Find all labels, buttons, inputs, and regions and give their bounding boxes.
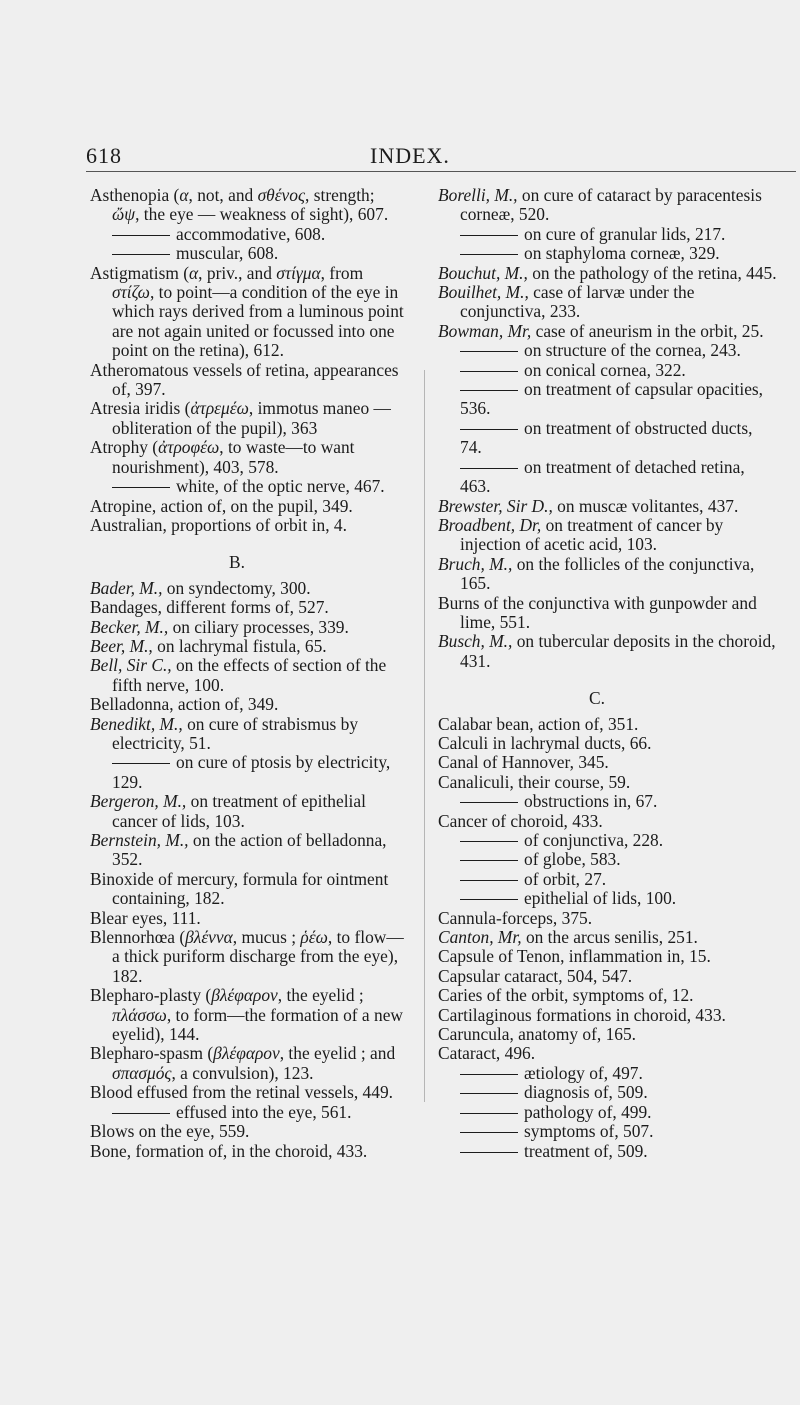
greek-term: ἀτροφέω xyxy=(158,437,220,458)
repeat-dash xyxy=(460,899,518,900)
entry-text: Canal of Hannover, 345. xyxy=(438,752,609,773)
index-entry xyxy=(90,1122,406,1141)
subentry-text: diagnosis of, 509. xyxy=(524,1082,648,1103)
greek-term: α xyxy=(189,262,199,283)
entry-text: Capsule of Tenon, inflammation in, 15. xyxy=(438,946,711,967)
index-subentry xyxy=(438,889,778,908)
index-entry xyxy=(438,753,778,772)
index-entry xyxy=(438,734,778,753)
entry-text: Bandages, different forms of, 527. xyxy=(90,597,329,618)
entry-text: on treatment of epithelial cancer of lids, 103. xyxy=(112,791,366,831)
entry-text: Canaliculi, their course, 59. xyxy=(438,771,631,792)
index-entry xyxy=(438,947,778,966)
entry-text: Asthenopia ( xyxy=(90,185,180,205)
entry-author: Busch, M., xyxy=(438,631,513,652)
index-subentry xyxy=(90,225,406,244)
subentry-text: symptoms of, 507. xyxy=(524,1121,654,1142)
entry-text: Cannula-forceps, 375. xyxy=(438,907,593,928)
entry-author: Beer, M., xyxy=(90,635,153,656)
entry-text: , from xyxy=(320,262,364,283)
entry-text: Caries of the orbit, symptoms of, 12. xyxy=(438,985,694,1006)
subentry-text: obstructions in, 67. xyxy=(524,791,658,812)
subentry-text: of globe, 583. xyxy=(524,849,621,870)
greek-term: στίγμα xyxy=(276,262,321,283)
index-entry xyxy=(90,361,406,400)
section-letter: B. xyxy=(229,552,245,573)
index-subentry xyxy=(90,1103,406,1122)
index-subentry xyxy=(438,831,778,850)
repeat-dash xyxy=(112,254,170,255)
entry-author: Canton, Mr, xyxy=(438,927,522,948)
index-entry xyxy=(90,264,406,361)
page-number: 618 xyxy=(86,143,122,168)
subentry-text: on cure of granular lids, 217. xyxy=(524,223,726,244)
greek-term: α xyxy=(179,185,189,205)
entry-text: Atresia iridis ( xyxy=(90,398,191,419)
subentry-text: white, of the optic nerve, 467. xyxy=(176,476,385,497)
index-subentry xyxy=(90,244,406,263)
entry-text: Cataract, 496. xyxy=(438,1043,536,1064)
entry-text: , not, and xyxy=(188,185,258,205)
entry-text: , immotus maneo —obliteration of the pupil), 363 xyxy=(112,398,391,438)
repeat-dash xyxy=(460,802,518,803)
entry-author: Bell, Sir C., xyxy=(90,655,172,676)
index-entry xyxy=(438,1025,778,1044)
greek-term: ὤψ xyxy=(112,204,136,225)
repeat-dash xyxy=(460,429,518,430)
index-entry xyxy=(90,1044,406,1083)
index-entry xyxy=(438,1044,778,1063)
repeat-dash xyxy=(460,235,518,236)
entry-text: , the eyelid ; xyxy=(277,985,364,1006)
subentry-text: on treatment of capsular opacities, 536. xyxy=(460,379,764,419)
left-column xyxy=(90,186,406,1161)
repeat-dash xyxy=(460,1113,518,1114)
entry-text: , to form—the formation of a new eyelid), 144. xyxy=(112,1004,403,1045)
entry-text: , strength; xyxy=(305,185,375,205)
repeat-dash xyxy=(460,1152,518,1153)
entry-text: on the follicles of the conjunctiva, 165. xyxy=(460,553,755,594)
greek-term: βλέφαρον xyxy=(213,1043,280,1064)
greek-term: ἀτρεμέω xyxy=(190,398,249,419)
subentry-text: epithelial of lids, 100. xyxy=(524,888,677,909)
entry-author: Brewster, Sir D., xyxy=(438,495,553,516)
entry-text: case of larvæ under the conjunctiva, 233. xyxy=(460,282,695,322)
entry-text: , priv., and xyxy=(198,262,277,283)
greek-term: ῥέω xyxy=(300,927,328,948)
index-subentry xyxy=(438,1083,778,1102)
entry-text: Calculi in lachrymal ducts, 66. xyxy=(438,732,652,753)
index-entry xyxy=(90,695,406,714)
entry-author: Bernstein, M., xyxy=(90,830,189,850)
entry-text: Cancer of choroid, 433. xyxy=(438,810,603,831)
greek-term: στίζω xyxy=(112,282,150,303)
subentry-text: pathology of, 499. xyxy=(524,1101,652,1122)
entry-text: Atropine, action of, on the pupil, 349. xyxy=(90,495,353,516)
subentry-text: on treatment of obstructed ducts, 74. xyxy=(460,417,753,458)
right-column xyxy=(438,186,778,1161)
greek-term: σθένος xyxy=(257,185,306,205)
index-entry xyxy=(90,909,406,928)
repeat-dash xyxy=(460,1093,518,1094)
repeat-dash xyxy=(112,763,170,764)
subentry-text: on structure of the cornea, 243. xyxy=(524,340,741,361)
index-entry xyxy=(90,598,406,617)
repeat-dash xyxy=(460,351,518,352)
entry-text: on muscæ volitantes, 437. xyxy=(552,495,739,516)
index-entry xyxy=(90,1083,406,1102)
entry-text: on ciliary processes, 339. xyxy=(168,616,349,637)
index-subentry xyxy=(438,1142,778,1161)
index-subentry xyxy=(438,1064,778,1083)
entry-text: , the eye — weakness of sight), 607. xyxy=(135,204,389,225)
section-letter: C. xyxy=(589,688,605,709)
entry-text: Blennorhœa ( xyxy=(90,927,186,948)
entry-text: on syndectomy, 300. xyxy=(162,577,311,598)
subentry-text: accommodative, 608. xyxy=(176,223,326,244)
greek-term: πλάσσω xyxy=(112,1004,167,1025)
entry-author: Bowman, Mr, xyxy=(438,320,532,341)
entry-text: Australian, proportions of orbit in, 4. xyxy=(90,514,347,535)
entry-author: Bergeron, M., xyxy=(90,791,187,812)
entry-text: , the eyelid ; and xyxy=(279,1043,396,1064)
repeat-dash xyxy=(460,468,518,469)
entry-text: Atrophy ( xyxy=(90,437,159,458)
entry-author: Bouchut, M., xyxy=(438,262,528,283)
index-subentry xyxy=(438,380,778,419)
index-entry xyxy=(90,928,406,986)
index-subentry xyxy=(438,792,778,811)
index-entry xyxy=(90,831,406,870)
entry-author: Borelli, M., xyxy=(438,185,518,205)
index-entry xyxy=(438,322,778,341)
subentry-text: on conical cornea, 322. xyxy=(524,359,686,380)
index-entry xyxy=(438,555,778,594)
entry-text: on the action of belladonna, 352. xyxy=(112,830,387,870)
repeat-dash xyxy=(460,1074,518,1075)
subentry-text: on staphyloma corneæ, 329. xyxy=(524,243,720,264)
entry-text: on cure of strabismus by electricity, 51. xyxy=(112,713,359,753)
index-subentry xyxy=(438,341,778,360)
index-entry xyxy=(438,283,778,322)
index-subentry xyxy=(438,419,778,458)
index-entry xyxy=(90,637,406,656)
entry-author: Bader, M., xyxy=(90,577,163,598)
column-divider xyxy=(424,370,425,1102)
entry-text: , mucus ; xyxy=(232,927,301,948)
index-entry xyxy=(90,715,406,754)
subentry-text: ætiology of, 497. xyxy=(524,1062,643,1083)
index-entry xyxy=(438,632,778,671)
entry-author: Becker, M., xyxy=(90,616,169,637)
index-entry xyxy=(438,516,778,555)
index-entry xyxy=(90,656,406,695)
index-entry xyxy=(90,618,406,637)
index-entry xyxy=(90,186,406,225)
entry-text: case of aneurism in the orbit, 25. xyxy=(531,320,764,341)
index-subentry xyxy=(438,225,778,244)
index-entry xyxy=(90,497,406,516)
repeat-dash xyxy=(112,1113,170,1114)
index-subentry xyxy=(438,244,778,263)
entry-text: , a convulsion), 123. xyxy=(171,1062,314,1083)
subentry-text: of orbit, 27. xyxy=(524,868,607,889)
subentry-text: treatment of, 509. xyxy=(524,1140,648,1161)
entry-text: on the arcus senilis, 251. xyxy=(521,927,698,948)
subentry-text: of conjunctiva, 228. xyxy=(524,830,664,850)
page-title: INDEX. xyxy=(370,143,450,168)
index-entry xyxy=(438,812,778,831)
index-entry xyxy=(90,870,406,909)
entry-text: on treatment of cancer by injection of acetic acid, 103. xyxy=(460,514,724,555)
index-entry xyxy=(438,594,778,633)
index-entry xyxy=(438,967,778,986)
index-entry xyxy=(90,792,406,831)
index-entry xyxy=(438,909,778,928)
repeat-dash xyxy=(460,254,518,255)
subentry-text: on cure of ptosis by electricity, 129. xyxy=(112,752,391,792)
subentry-text: muscular, 608. xyxy=(176,243,279,264)
repeat-dash xyxy=(460,880,518,881)
index-entry xyxy=(438,264,778,283)
entry-text: , to waste—to want nourishment), 403, 578. xyxy=(112,437,355,477)
index-subentry xyxy=(90,753,406,792)
entry-text: Blear eyes, 111. xyxy=(90,907,201,928)
entry-text: Blood effused from the retinal vessels, 449. xyxy=(90,1082,393,1103)
entry-text: Blepharo-spasm ( xyxy=(90,1043,214,1064)
repeat-dash xyxy=(460,860,518,861)
header-rule xyxy=(86,171,796,172)
index-entry xyxy=(438,773,778,792)
index-subentry xyxy=(90,477,406,496)
repeat-dash xyxy=(460,841,518,842)
entry-author: Bruch, M., xyxy=(438,553,513,574)
entry-text: Atheromatous vessels of retina, appearances of, 397. xyxy=(90,359,399,400)
index-subentry xyxy=(438,850,778,869)
index-subentry xyxy=(438,1122,778,1141)
greek-term: βλέννα xyxy=(185,927,233,948)
index-entry xyxy=(90,1142,406,1161)
repeat-dash xyxy=(112,235,170,236)
subentry-text: on treatment of detached retina, 463. xyxy=(460,456,745,497)
entry-text: on the effects of section of the fifth nerve, 100. xyxy=(112,655,387,695)
entry-text: Astigmatism ( xyxy=(90,262,190,283)
index-entry xyxy=(438,186,778,225)
index-subentry xyxy=(438,361,778,380)
entry-text: Bone, formation of, in the choroid, 433. xyxy=(90,1140,368,1161)
repeat-dash xyxy=(112,487,170,488)
entry-author: Bouilhet, M., xyxy=(438,282,529,303)
repeat-dash xyxy=(460,371,518,372)
entry-text: Blepharo-plasty ( xyxy=(90,985,212,1006)
entry-text: Calabar bean, action of, 351. xyxy=(438,713,639,734)
subentry-text: effused into the eye, 561. xyxy=(176,1101,352,1122)
entry-text: Capsular cataract, 504, 547. xyxy=(438,965,633,986)
index-entry xyxy=(90,986,406,1044)
index-subentry xyxy=(438,458,778,497)
index-entry xyxy=(90,399,406,438)
index-entry xyxy=(438,1006,778,1025)
entry-text: on cure of cataract by paracentesis corneæ, 520. xyxy=(460,185,762,225)
greek-term: σπασμός xyxy=(112,1062,172,1083)
entry-text: on lachrymal fistula, 65. xyxy=(152,635,327,656)
entry-text: Belladonna, action of, 349. xyxy=(90,694,279,715)
index-entry xyxy=(438,715,778,734)
index-subentry xyxy=(438,1103,778,1122)
repeat-dash xyxy=(460,390,518,391)
entry-text: , to flow—a thick puriform discharge from the eye), 182. xyxy=(112,927,404,986)
entry-text: on the pathology of the retina, 445. xyxy=(527,262,777,283)
entry-text: Blows on the eye, 559. xyxy=(90,1121,250,1142)
entry-text: Caruncula, anatomy of, 165. xyxy=(438,1024,637,1045)
index-entry xyxy=(438,928,778,947)
entry-text: on tubercular deposits in the choroid, 431. xyxy=(460,631,776,671)
index-entry xyxy=(90,579,406,598)
index-entry xyxy=(90,438,406,477)
index-entry xyxy=(90,516,406,535)
greek-term: βλέφαρον xyxy=(211,985,278,1006)
repeat-dash xyxy=(460,1132,518,1133)
entry-text: , to point—a condition of the eye in which rays derived from a luminous point are not again united or focussed into one point on the retina), 612. xyxy=(112,282,404,361)
entry-author: Benedikt, M., xyxy=(90,713,183,734)
index-entry xyxy=(438,986,778,1005)
entry-text: Binoxide of mercury, formula for ointment containing, 182. xyxy=(90,868,389,909)
index-subentry xyxy=(438,870,778,889)
index-entry xyxy=(438,497,778,516)
entry-author: Broadbent, Dr, xyxy=(438,514,542,535)
entry-text: Cartilaginous formations in choroid, 433. xyxy=(438,1004,726,1025)
entry-text: Burns of the conjunctiva with gunpowder and lime, 551. xyxy=(438,592,757,632)
